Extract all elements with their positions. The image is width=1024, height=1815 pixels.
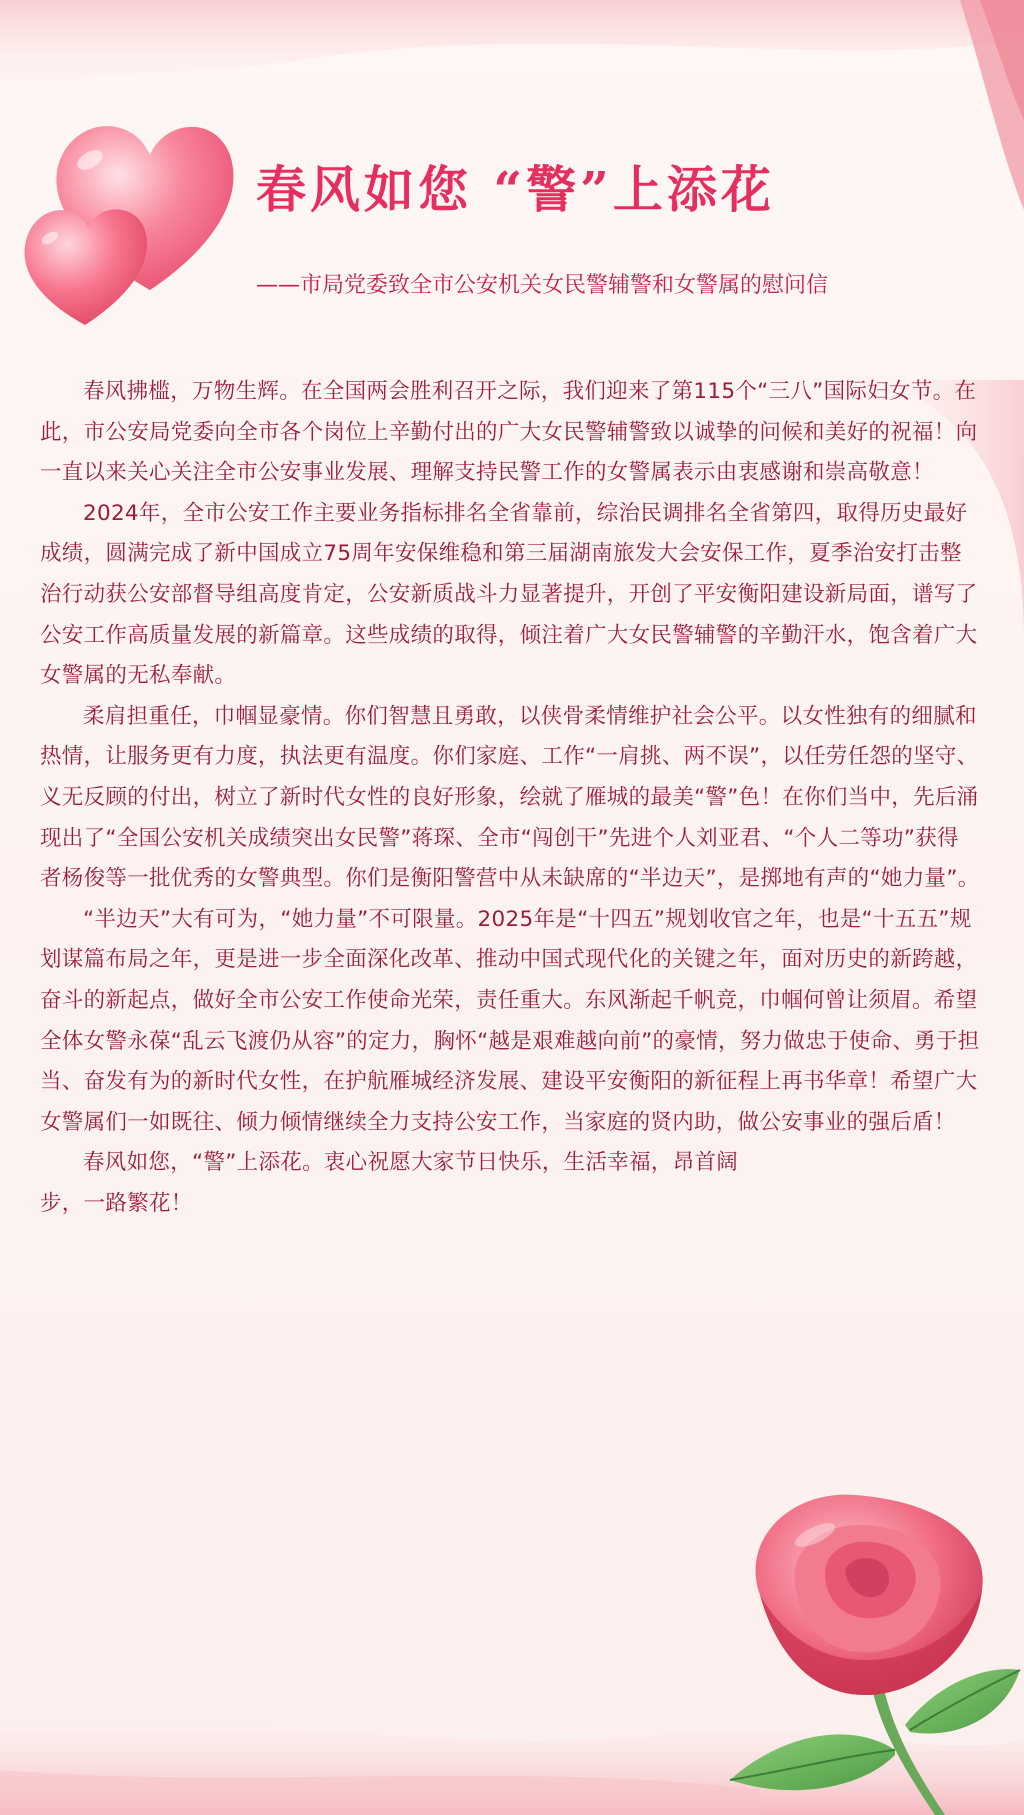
letter-paragraph: 春风拂槛，万物生辉。在全国两会胜利召开之际，我们迎来了第115个“三八”国际妇女节。在此，市公安局党委向全市各个岗位上辛勤付出的广大女民警辅警致以诚挚的问候和美好的祝福！向一直以来关心关注全市公安事业发展、理解支持民警工作的女警属表示由衷感谢和崇高敬意！ — [40, 379, 978, 486]
letter-paragraph: “半边天”大有可为，“她力量”不可限量。2025年是“十四五”规划收官之年，也是“十五五”规划谋篇布局之年，更是进一步全面深化改革、推动中国式现代化的关键之年，面对历史的新跨越，奋斗的新起点，做好全市公安工作使命光荣，责任重大。东风渐起千帆竞，巾帼何曾让须眉。希望全体女警永葆“乱云飞渡仍从容”的定力，胸怀“越是艰难越向前”的豪情，努力做忠于使命、勇于担当、奋发有为的新时代女性，在护航雁城经济发展、建设平安衡阳的新征程上再书华章！希望广大女警属们一如既往、倾力倾情继续全力支持公安工作，当家庭的贤内助，做公安事业的强后盾！ — [40, 906, 980, 1135]
page-title: 春风如您 “警”上添花 — [256, 160, 775, 219]
letter-paragraph: 春风如您，“警”上添花。衷心祝愿大家节日快乐，生活幸福，昂首阔步，一路繁花！ — [40, 1150, 739, 1216]
letter-body — [40, 372, 980, 1224]
letter-paragraph: 柔肩担重任，巾帼显豪情。你们智慧且勇敢，以侠骨柔情维护社会公平。以女性独有的细腻和热情，让服务更有力度，执法更有温度。你们家庭、工作“一肩挑、两不误”，以任劳任怨的坚守、义无反顾的付出，树立了新时代女性的良好形象，绘就了雁城的最美“警”色！在你们当中，先后涌现出了“全国公安机关成绩突出女民警”蒋琛、全市“闯创干”先进个人刘亚君、“个人二等功”获得者杨俊等一批优秀的女警典型。你们是衡阳警营中从未缺席的“半边天”，是掷地有声的“她力量”。 — [40, 703, 980, 892]
letter-paragraph: 2024年，全市公安工作主要业务指标排名全省靠前，综治民调排名全省第四，取得历史最好成绩，圆满完成了新中国成立75周年安保维稳和第三届湖南旅发大会安保工作，夏季治安打击整治行动获公安部督导组高度肯定，公安新质战斗力显著提升，开创了平安衡阳建设新局面，谱写了公安工作高质量发展的新篇章。这些成绩的取得，倾注着广大女民警辅警的辛勤汗水，饱含着广大女警属的无私奉献。 — [40, 500, 978, 689]
page-subtitle: ——市局党委致全市公安机关女民警辅警和女警属的慰问信 — [256, 273, 829, 298]
rose-illustration — [720, 1480, 1024, 1815]
heart-pair-illustration — [10, 95, 240, 335]
